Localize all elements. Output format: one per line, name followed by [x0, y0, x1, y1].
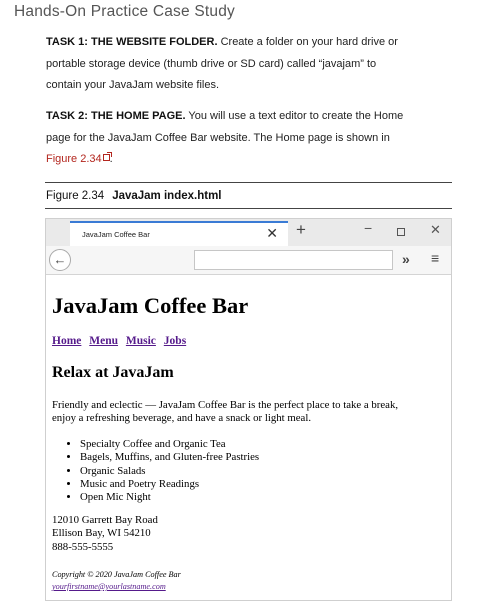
section-title: Hands-On Practice Case Study [14, 3, 235, 20]
nav-toolbar [46, 246, 451, 275]
task-2-line-1: You will use a text editor to create the Home [185, 110, 404, 122]
site-nav [52, 335, 191, 347]
minimize-icon[interactable]: − [364, 220, 373, 236]
site-feature-list [52, 438, 259, 504]
window-close-icon[interactable]: ✕ [430, 222, 441, 237]
external-link-icon [103, 154, 110, 161]
figure-number: Figure 2.34 [46, 190, 105, 202]
maximize-icon[interactable] [397, 228, 405, 236]
list-item: • Bagels, Muffins, and Gluten-free Pastries [80, 451, 259, 464]
new-tab-icon[interactable]: + [296, 220, 306, 239]
nav-link-music[interactable]: Music [125, 335, 156, 347]
browser-window [45, 218, 452, 601]
address-street: 12010 Garrett Bay Road [52, 514, 158, 526]
overflow-chevron-icon[interactable]: » [402, 251, 410, 267]
list-item: • Organic Salads [80, 465, 259, 478]
nav-link-menu[interactable]: Menu [89, 335, 119, 347]
site-paragraph-line-2: enjoy a refreshing beverage, and have a snack or light meal. [52, 412, 312, 424]
task-2-line-2: page for the JavaJam Coffee Bar website. The Home page is shown in [46, 131, 390, 144]
task-1-line-3: contain your JavaJam website files. [46, 79, 220, 91]
task-2-end: . [109, 153, 113, 165]
task-2 [46, 106, 446, 171]
task-1-label: TASK 1: THE WEBSITE FOLDER. [46, 36, 218, 48]
hamburger-menu-icon[interactable]: ≡ [431, 250, 440, 266]
figure-rule-bottom [45, 208, 452, 209]
back-arrow-icon[interactable]: ← [49, 249, 71, 271]
nav-link-jobs[interactable]: Jobs [163, 335, 187, 347]
site-paragraph [52, 399, 447, 425]
list-item: • Specialty Coffee and Organic Tea [80, 438, 259, 451]
site-subheading: Relax at JavaJam [52, 364, 174, 381]
address-phone: 888-555-5555 [52, 540, 114, 553]
nav-link-home[interactable]: Home [52, 335, 82, 347]
tab-title: JavaJam Coffee Bar [82, 230, 150, 239]
task-1 [46, 32, 446, 97]
email-link[interactable]: yourfirstname@yourlastname.com [52, 582, 166, 591]
list-item: • Music and Poetry Readings [80, 478, 259, 491]
url-bar[interactable] [194, 250, 393, 270]
site-address [52, 514, 158, 554]
task-1-line-2: portable storage device (thumb drive or SD card) called “javajam” to [46, 57, 377, 70]
task-1-line-1: Create a folder on your hard drive or [217, 36, 398, 48]
address-city: Ellison Bay, WI 54210 [52, 527, 151, 540]
site-footer [52, 569, 181, 593]
figure-link[interactable] [46, 153, 110, 165]
site-paragraph-line-1: Friendly and eclectic — JavaJam Coffee Bar is the perfect place to take a break, [52, 399, 399, 411]
figure-caption [46, 190, 222, 202]
list-item: • Open Mic Night [80, 491, 259, 504]
task-2-label: TASK 2: THE HOME PAGE. [46, 110, 186, 122]
figure-title: JavaJam index.html [112, 190, 222, 202]
figure-link-text: Figure 2.34 [46, 153, 102, 165]
tab-close-icon[interactable]: ✕ [266, 225, 278, 241]
site-heading: JavaJam Coffee Bar [52, 293, 249, 318]
tab-bar [46, 219, 451, 246]
browser-tab[interactable] [70, 221, 288, 246]
copyright-text: Copyright © 2020 JavaJam Coffee Bar [52, 570, 181, 579]
figure-rule-top [45, 182, 452, 183]
